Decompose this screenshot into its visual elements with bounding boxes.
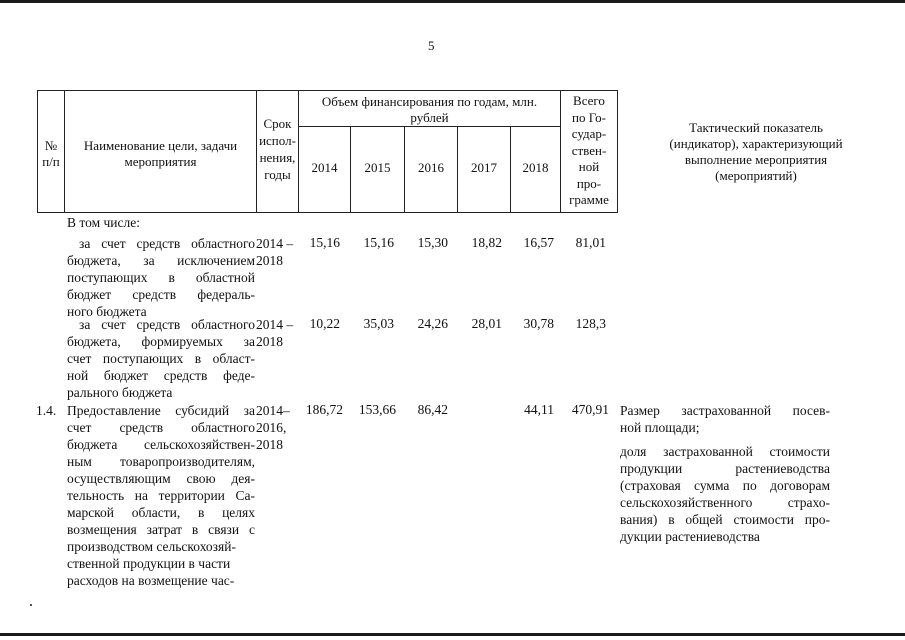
- row-1-2017: 18,82: [471, 235, 502, 250]
- header-term: Срок испол- нения, годы: [259, 116, 296, 182]
- row-1-2018: 16,57: [523, 235, 554, 250]
- row-3-indicator-2: доля застрахованной стоимости продукции растениеводства (страховая сумма по договорам сельскохозяйственного страхо- вания) в общей стоимости про- дукции растениеводства: [620, 444, 830, 544]
- row-2-2016: 24,26: [417, 316, 448, 331]
- row-2-2018: 30,78: [523, 316, 554, 331]
- row-1-2015: 15,16: [363, 235, 394, 250]
- row-3-total: 470,91: [571, 402, 609, 417]
- header-indicator: Тактический показатель (индикатор), характеризующий выполнение мероприятия (мероприятий): [669, 120, 843, 183]
- header-total: Всего по Го- судар- ствен- ной про- грамме: [569, 93, 609, 207]
- header-num: № п/п: [42, 138, 60, 169]
- header-funding: Объем финансирования по годам, млн. рублей: [321, 94, 538, 125]
- page-number: 5: [428, 38, 435, 53]
- row-2-2014: 10,22: [309, 316, 340, 331]
- row-1-term: 2014 – 2018: [256, 236, 294, 268]
- header-year-2018: 2018: [522, 160, 549, 175]
- row-3-num: 1.4.: [36, 403, 57, 418]
- row-1-2014: 15,16: [309, 235, 340, 250]
- row-1-2016: 15,30: [417, 235, 448, 250]
- top-border: [0, 0, 905, 3]
- row-3-2018: 44,11: [524, 402, 554, 417]
- row-2-name: за счет средств областного бюджета, формируемых за счет поступающих в област- ной бюджет средств феде- рального бюджета: [67, 317, 255, 400]
- header-year-2014: 2014: [311, 160, 338, 175]
- row-2-total: 128,3: [575, 316, 606, 331]
- row-3-2016: 86,42: [417, 402, 448, 417]
- row-3-2014: 186,72: [305, 402, 343, 417]
- header-year-2016: 2016: [418, 160, 444, 175]
- row-1-total: 81,01: [575, 235, 606, 250]
- row-1-name: за счет средств областного бюджета, за исключением поступающих в областной бюджет средств федераль- ного бюджета: [67, 236, 255, 319]
- row-3-name: Предоставление субсидий за счет средств областного бюджета сельскохозяйствен- ным товаропроизводителям, осуществляющим свою дея- тельность на территории Са- марской области, в целях возмещения затрат в связи с производством сельскохозяй- ственной продукции в части расходов на возмещение час-: [67, 403, 255, 588]
- scan-speck: [30, 604, 32, 606]
- header-name: Наименование цели, задачи мероприятия: [83, 138, 238, 169]
- row-3-term: 2014– 2016, 2018: [256, 403, 290, 452]
- header-year-2015: 2015: [364, 160, 391, 175]
- header-year-2017: 2017: [471, 160, 497, 175]
- bottom-border: [0, 633, 905, 636]
- row-including-label: В том числе:: [67, 215, 140, 230]
- row-2-2017: 28,01: [471, 316, 502, 331]
- row-2-2015: 35,03: [363, 316, 394, 331]
- row-3-indicator: Размер застрахованной посев- ной площади;: [620, 403, 830, 435]
- row-2-term: 2014 – 2018: [256, 317, 294, 349]
- row-3-2015: 153,66: [358, 402, 396, 417]
